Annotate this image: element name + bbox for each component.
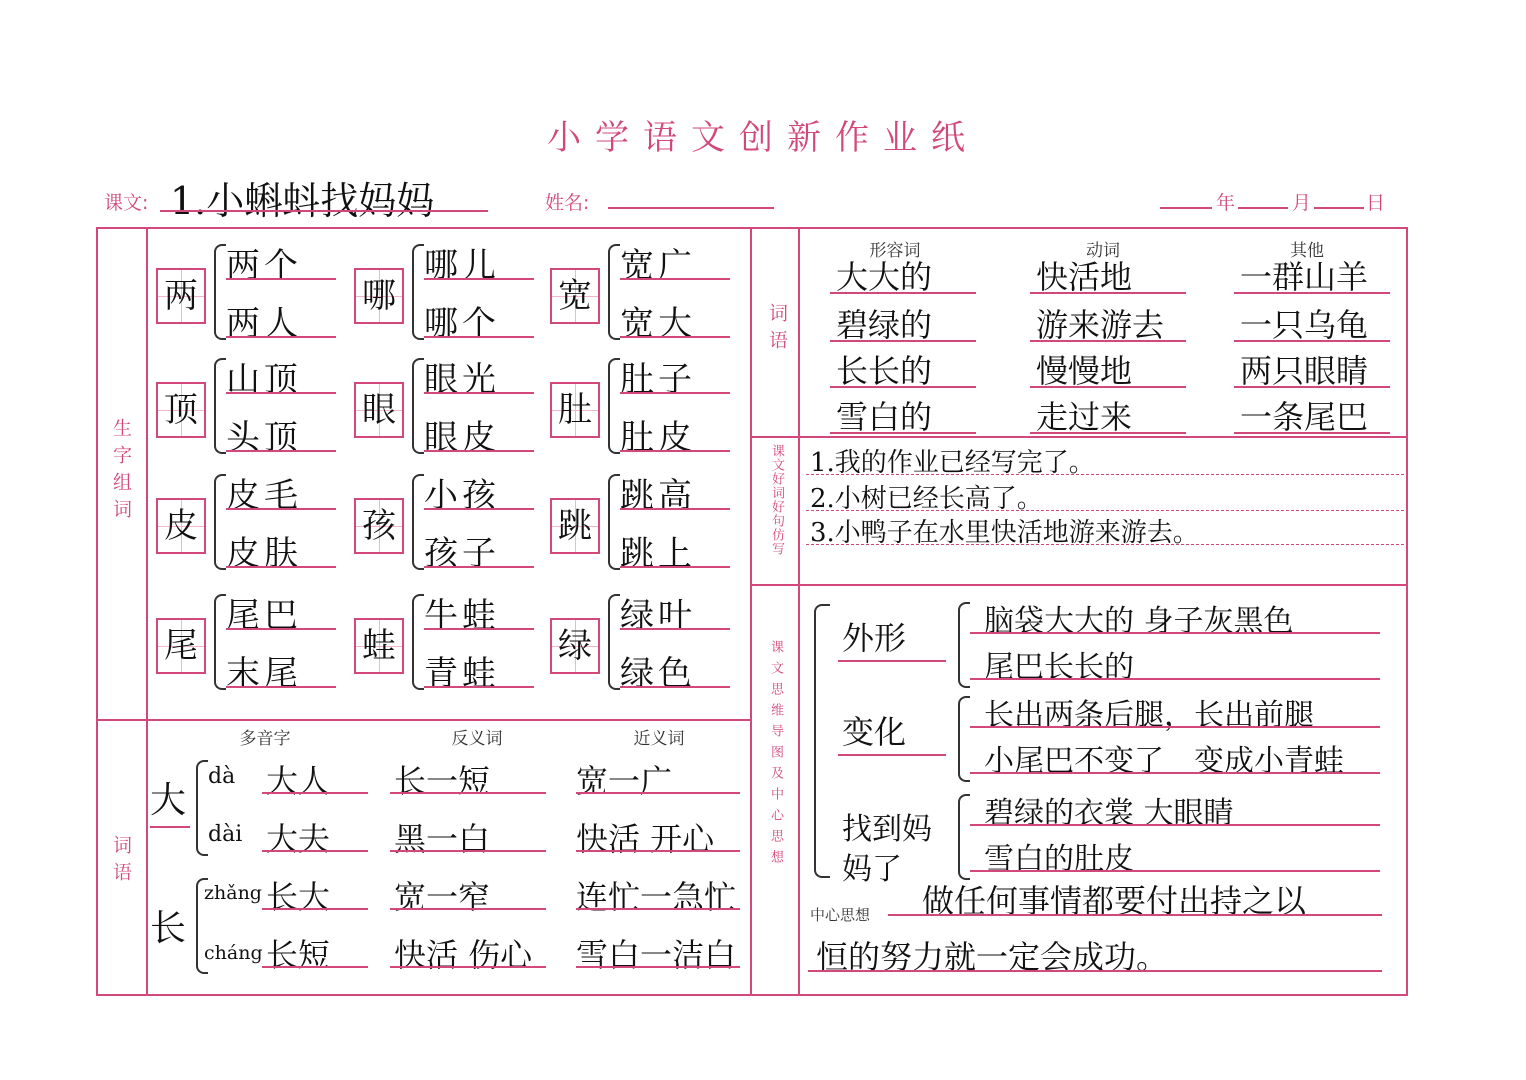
xingrong-underline	[830, 386, 976, 388]
center-divider	[750, 227, 752, 994]
xingrong-underline	[830, 292, 976, 294]
jinyi-word: 连忙一急忙	[576, 878, 737, 916]
brace	[412, 358, 424, 454]
qita-underline	[1234, 292, 1390, 294]
fanyi-underline	[390, 966, 546, 968]
group-word: 尾巴	[226, 596, 302, 636]
xingrong-word: 大大的	[836, 258, 933, 296]
group-word: 两人	[226, 304, 302, 344]
mindmap-detail: 小尾巴不变了 变成小青蛙	[984, 744, 1344, 779]
brace-da	[196, 760, 208, 856]
group-word: 眼光	[424, 360, 500, 400]
mindmap-detail: 雪白的肚皮	[984, 842, 1134, 877]
word-underline	[620, 392, 730, 394]
fanyi-underline	[390, 908, 546, 910]
group-word: 小孩	[424, 476, 500, 516]
group-word: 末尾	[226, 654, 302, 694]
word-underline	[226, 566, 336, 568]
character-box: 顶	[156, 382, 206, 438]
word-underline	[226, 336, 336, 338]
xingrong-word: 长长的	[836, 352, 933, 390]
dongci-underline	[1030, 386, 1186, 388]
dongci-word: 走过来	[1036, 398, 1133, 436]
brace	[608, 594, 620, 690]
haoci-label: 课文好词好句仿写	[769, 444, 784, 556]
ciyu-right-label: 词语	[766, 303, 788, 357]
jinyi-underline	[576, 908, 740, 910]
mindmap-brace	[958, 794, 970, 880]
group-word: 两个	[226, 246, 302, 286]
mindmap-topic: 变化	[842, 713, 907, 751]
word-underline	[424, 628, 534, 630]
fanyi-word: 宽一窄	[394, 878, 491, 916]
dongci-word: 快活地	[1036, 258, 1133, 296]
duoyin-char-da: 大	[150, 780, 187, 821]
sentence: 1.我的作业已经写完了。	[810, 448, 1095, 478]
group-word: 皮肤	[226, 534, 302, 574]
character-box: 绿	[550, 618, 600, 674]
qita-underline	[1234, 340, 1390, 342]
month-field[interactable]	[1238, 207, 1288, 209]
mindmap-brace	[958, 696, 970, 782]
word-underline	[620, 508, 730, 510]
mindmap-detail-underline	[970, 632, 1380, 634]
lesson-value: 1.小蝌蚪找妈妈	[170, 179, 435, 223]
fanyi-word: 快活 伤心	[394, 936, 533, 974]
year-label: 年	[1216, 192, 1236, 214]
character-box: 肚	[550, 382, 600, 438]
jinyi-word: 快活 开心	[576, 820, 715, 858]
duoyin-line	[262, 966, 368, 968]
fanyi-word: 长一短	[394, 762, 491, 800]
group-word: 肚子	[620, 360, 696, 400]
ciyu-left-label: 词语	[110, 835, 132, 889]
center-idea-underline-2	[808, 970, 1382, 972]
shengzi-label: 生字组词	[110, 418, 132, 526]
word-underline	[620, 628, 730, 630]
character-box: 哪	[354, 268, 404, 324]
header-jinyi: 近义词	[633, 729, 685, 749]
dongci-underline	[1030, 340, 1186, 342]
character-box: 宽	[550, 268, 600, 324]
brace	[214, 474, 226, 570]
word-underline	[620, 450, 730, 452]
sentence: 2.小树已经长高了。	[810, 484, 1043, 514]
mindmap-detail-underline	[970, 678, 1380, 680]
word-underline	[620, 336, 730, 338]
qita-word: 一只乌龟	[1240, 306, 1369, 344]
month-label: 月	[1292, 192, 1312, 214]
jinyi-word: 宽一广	[576, 762, 673, 800]
center-idea-underline-1	[888, 914, 1382, 916]
mindmap-topic-underline	[838, 754, 946, 756]
word-underline	[226, 508, 336, 510]
group-word: 头顶	[226, 418, 302, 458]
brace	[214, 358, 226, 454]
mindmap-topic-underline	[838, 660, 946, 662]
character-box: 孩	[354, 498, 404, 554]
qita-word: 两只眼睛	[1240, 352, 1369, 390]
right-hdivider-2	[750, 584, 1406, 586]
qita-underline	[1234, 432, 1390, 434]
mindmap-detail-underline	[970, 824, 1380, 826]
group-word: 皮毛	[226, 476, 302, 516]
left-label-divider	[146, 227, 148, 994]
xingrong-underline	[830, 432, 976, 434]
word-underline	[226, 450, 336, 452]
brace	[214, 244, 226, 340]
mindmap-brace	[958, 602, 970, 688]
mindmap-detail-underline	[970, 726, 1380, 728]
lesson-label: 课文:	[104, 192, 149, 214]
duoyin-line	[262, 850, 368, 852]
qita-word: 一条尾巴	[1240, 398, 1369, 436]
character-box: 蛙	[354, 618, 404, 674]
header-qita: 其他	[1290, 241, 1324, 261]
group-word: 青蛙	[424, 654, 500, 694]
name-label: 姓名:	[545, 192, 590, 214]
word-underline	[424, 278, 534, 280]
character-box: 皮	[156, 498, 206, 554]
brace	[412, 474, 424, 570]
mindmap-main-brace	[814, 604, 830, 878]
word-underline	[226, 628, 336, 630]
word-underline	[226, 686, 336, 688]
dongci-underline	[1030, 292, 1186, 294]
qita-word: 一群山羊	[1240, 258, 1369, 296]
character-box: 两	[156, 268, 206, 324]
jinyi-underline	[576, 792, 740, 794]
fanyi-word: 黑一白	[394, 820, 491, 858]
group-word: 孩子	[424, 534, 500, 574]
mindmap-topic: 找到妈妈了	[842, 812, 932, 887]
header-fanyi: 反义词	[451, 729, 503, 749]
word-underline	[620, 278, 730, 280]
siwei-label: 课文思维导图及中心思想	[768, 640, 783, 871]
header-duoyin: 多音字	[239, 729, 291, 749]
dongci-word: 慢慢地	[1036, 352, 1133, 390]
group-word: 肚皮	[620, 418, 696, 458]
duoyin-word-changduan: 长短	[266, 936, 331, 974]
xingrong-word: 雪白的	[836, 398, 933, 436]
group-word: 哪个	[424, 304, 500, 344]
duoyin-line	[262, 792, 368, 794]
duoyin-word-zhangda: 长大	[266, 878, 331, 916]
word-underline	[424, 566, 534, 568]
center-idea-line1: 做任何事情都要付出持之以	[922, 882, 1307, 920]
brace	[214, 594, 226, 690]
right-label-divider	[798, 227, 800, 994]
jinyi-underline	[576, 966, 740, 968]
duoyin-line	[262, 908, 368, 910]
duoyin-word-daifu: 大夫	[266, 820, 331, 858]
word-underline	[424, 508, 534, 510]
mindmap-detail: 脑袋大大的 身子灰黑色	[984, 604, 1294, 639]
mindmap-detail: 长出两条后腿，长出前腿	[984, 698, 1314, 733]
duoyin-word-daren: 大人	[266, 762, 331, 800]
mindmap-detail-underline	[970, 870, 1380, 872]
sentence-guide	[806, 510, 1404, 511]
group-word: 牛蛙	[424, 596, 500, 636]
group-word: 跳高	[620, 476, 696, 516]
group-word: 眼皮	[424, 418, 500, 458]
qita-underline	[1234, 386, 1390, 388]
header-dongci: 动词	[1086, 241, 1120, 261]
day-label: 日	[1366, 192, 1386, 214]
word-underline	[620, 686, 730, 688]
center-idea-label: 中心思想	[810, 906, 871, 924]
jinyi-word: 雪白一洁白	[576, 936, 737, 974]
sentence-guide	[806, 544, 1404, 545]
day-field[interactable]	[1314, 207, 1364, 209]
sentence-guide	[806, 474, 1404, 475]
duoyin-divider	[150, 826, 190, 828]
word-underline	[226, 278, 336, 280]
duoyin-char-chang: 长	[150, 908, 187, 949]
year-field[interactable]	[1160, 207, 1212, 209]
brace	[412, 594, 424, 690]
fanyi-underline	[390, 792, 546, 794]
mindmap-topic: 外形	[842, 619, 907, 657]
pinyin-dai: dài	[208, 822, 243, 847]
character-box: 跳	[550, 498, 600, 554]
word-underline	[424, 686, 534, 688]
word-underline	[424, 392, 534, 394]
group-word: 跳上	[620, 534, 696, 574]
pinyin-zhang: zhǎng	[204, 882, 262, 904]
center-idea-line2: 恒的努力就一定会成功。	[816, 938, 1169, 976]
group-word: 哪儿	[424, 246, 500, 286]
word-underline	[424, 450, 534, 452]
character-box: 眼	[354, 382, 404, 438]
group-word: 宽广	[620, 246, 696, 286]
xingrong-word: 碧绿的	[836, 306, 933, 344]
lesson-underline	[160, 210, 488, 212]
dongci-underline	[1030, 432, 1186, 434]
group-word: 绿色	[620, 654, 696, 694]
pinyin-da: dà	[208, 764, 236, 789]
brace	[412, 244, 424, 340]
dongci-word: 游来游去	[1036, 306, 1165, 344]
header-xingrong: 形容词	[869, 241, 921, 261]
character-box: 尾	[156, 618, 206, 674]
jinyi-underline	[576, 850, 740, 852]
mindmap-detail: 尾巴长长的	[984, 650, 1134, 685]
brace	[608, 244, 620, 340]
word-underline	[424, 336, 534, 338]
brace	[608, 358, 620, 454]
fanyi-underline	[390, 850, 546, 852]
group-word: 绿叶	[620, 596, 696, 636]
page-title: 小学语文创新作业纸	[547, 118, 979, 158]
pinyin-chang: cháng	[204, 942, 263, 964]
mindmap-detail-underline	[970, 772, 1380, 774]
xingrong-underline	[830, 340, 976, 342]
name-field[interactable]	[608, 207, 774, 209]
word-underline	[620, 566, 730, 568]
mindmap-detail: 碧绿的衣裳 大眼睛	[984, 796, 1234, 831]
group-word: 山顶	[226, 360, 302, 400]
left-hdivider	[96, 719, 752, 721]
sentence: 3.小鸭子在水里快活地游来游去。	[810, 518, 1199, 548]
brace	[608, 474, 620, 570]
group-word: 宽大	[620, 304, 696, 344]
word-underline	[226, 392, 336, 394]
